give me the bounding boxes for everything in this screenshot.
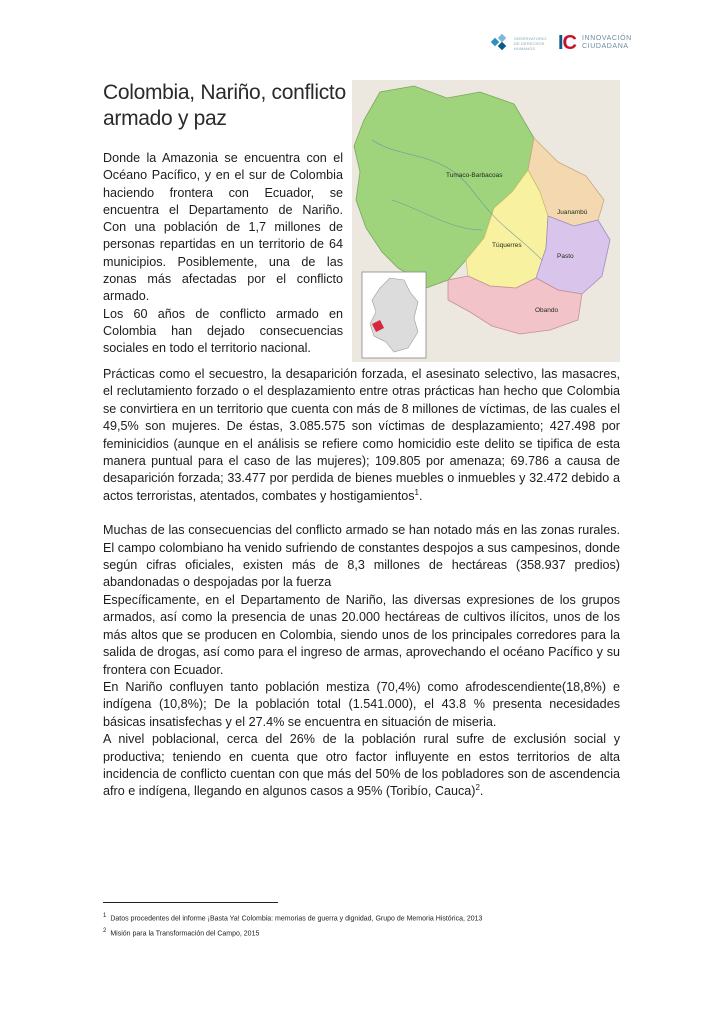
body-paragraph: A nivel poblacional, cerca del 26% de la población rural sufre de exclusión social y productiva; teniendo en cuenta que otro factor influyente en estos territorios de alta incidencia de conflicto cuentan con que más del 50% de los pobladores son de ascendencia afro e indígena, llegando en algunos casos a 95% (Toribío, Cauca)$^2$. — [103, 732, 620, 799]
colombia-inset-map — [362, 272, 426, 358]
map-label-tumaco-barbacoas: Tumaco-Barbacoas — [446, 172, 503, 179]
map-label-obando: Obando — [535, 307, 559, 314]
ic-logo-text: INNOVACIÓN CIUDADANA — [582, 35, 632, 50]
observatory-logo-text: OBSERVATORIO DE DERECHOS HUMANOS — [513, 35, 547, 51]
body-text — [103, 366, 620, 801]
body-paragraph: Prácticas como el secuestro, la desaparición forzada, el asesinato selectivo, las masacres, el reclutamiento forzado o el desplazamiento entre otras prácticas han hecho que Colombia se convirtiera en un territorio que cuenta con más de 8 millones de víctimas, de las cuales el 49,5% son mujeres. De éstas, 3.085.575 son víctimas de desplazamiento; 427.498 por feminicidios (aunque en el análisis se refiere como homicidio este delito se tipifica de esta manera puntual para el caso de las mujeres); 109.805 por amenaza; 69.786 a causa de desaparición forzada; 33.477 por perdida de bienes muebles o inmuebles y 32.472 debido a actos terroristas, atentados, combates y hostigamientos$^1$. — [103, 367, 620, 503]
ic-logo-letters: IC — [557, 32, 576, 54]
footnote-ref: 2 — [475, 783, 480, 793]
footnote-divider — [103, 902, 278, 903]
page-title: Colombia, Nariño, conflicto armado y paz — [103, 81, 346, 130]
intro-paragraph: Donde la Amazonia se encuentra con el Océano Pacífico, y en el sur de Colombia haciendo frontera con Ecuador, se encuentra el Departamento de Nariño. Con una población de 1,7 millones de personas repartidas en un territorio de 64 municipios. Posiblemente, una de las zonas más afectadas por el conflicto armado. — [103, 151, 343, 304]
header-logos — [492, 34, 652, 52]
map-label-juanambu: Juanambú — [557, 209, 588, 216]
body-paragraph: En Nariño confluyen tanto población mestiza (70,4%) como afrodescendiente(18,8%) e indígena (10,8%); De la población total (1.541.000), el 43.8 % presenta necesidades básicas insatisfechas y el 27.4% se encuentra en situación de miseria. — [103, 679, 620, 729]
footnotes — [103, 910, 482, 941]
narino-map — [352, 80, 620, 362]
footnote-ref: 1 — [414, 487, 419, 497]
map-label-pasto: Pasto — [557, 253, 574, 260]
intro-paragraph: Los 60 años de conflicto armado en Colombia han dejado consecuencias sociales en todo el territorio nacional. — [103, 306, 343, 356]
footnote: 2 Misión para la Transformación del Campo, 2015 — [103, 928, 260, 938]
footnote: 1 Datos procedentes del informe ¡Basta Ya! Colombia: memorias de guerra y dignidad, Grupo de Memoria Histórica, 2013 — [103, 913, 483, 923]
body-paragraph: Específicamente, en el Departamento de Nariño, las diversas expresiones de los grupos armados, así como la presencia de unas 20.000 hectáreas de cultivos ilícitos, unos de los más altos que se producen en Colombia, siendo unos de los principales corredores para la salida de drogas, así como para el ingreso de armas, aprovechando el océano Pacífico y su frontera con Ecuador. — [103, 592, 620, 677]
intro-text — [103, 150, 343, 358]
observatory-logo-icon — [492, 35, 508, 51]
body-paragraph: Muchas de las consecuencias del conflicto armado se han notado más en las zonas rurales. El campo colombiano ha venido sufriendo de constantes despojos a sus campesinos, donde según cifras oficiales, existen más de 8,3 millones de hectáreas (358.937 predios) abandonadas o despojadas por la fuerza — [103, 523, 620, 590]
map-label-tuquerres: Túquerres — [492, 242, 522, 249]
